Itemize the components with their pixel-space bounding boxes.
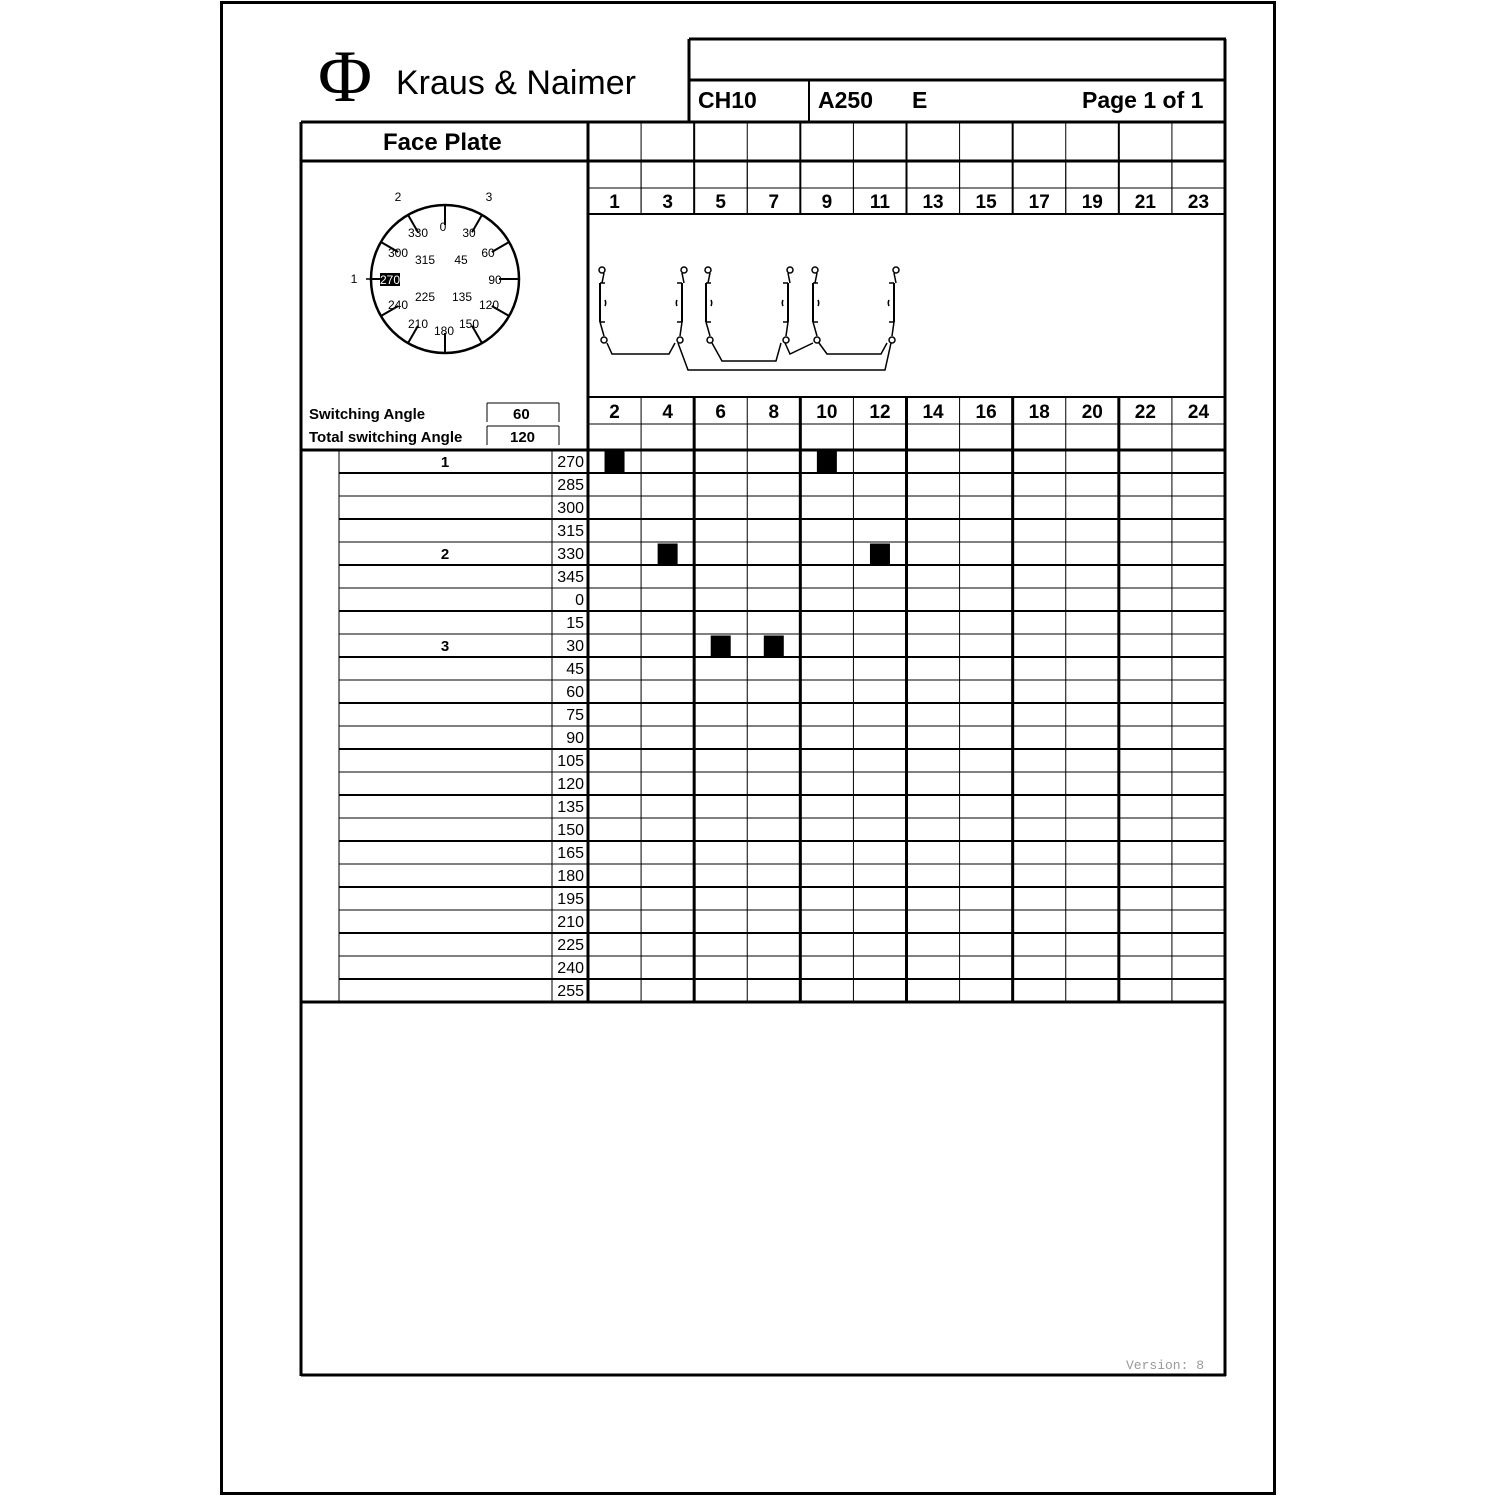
contact-lead [600, 322, 604, 336]
closed-contact-mark [605, 452, 625, 473]
bridge-link [785, 343, 813, 354]
position-label-2: 2 [394, 190, 402, 204]
position-label-1: 1 [350, 272, 358, 286]
contact-lead [708, 273, 710, 283]
dial-label-135: 135 [451, 290, 473, 304]
contact-arc [818, 300, 819, 306]
row-position-1: 1 [440, 454, 450, 471]
terminal-node [681, 267, 687, 273]
dial-label-60: 60 [481, 246, 495, 260]
row-angle-135: 135 [557, 799, 584, 816]
dial-label-45: 45 [454, 253, 468, 267]
contact-lead [786, 322, 788, 336]
row-angle-120: 120 [557, 776, 584, 793]
terminal-bottom-2: 2 [609, 402, 620, 423]
terminal-top-5: 5 [715, 192, 726, 213]
row-angle-105: 105 [557, 753, 584, 770]
dial-diagram [351, 190, 519, 353]
row-angle-330: 330 [557, 546, 584, 563]
closed-contact-mark [711, 636, 731, 657]
product-code: A250 [818, 87, 873, 113]
dial-label-30: 30 [462, 226, 476, 240]
contact-lead [815, 273, 817, 283]
contact-arc [888, 300, 889, 306]
logo-symbol: Φ [318, 36, 373, 118]
terminal-top-15: 15 [975, 192, 997, 213]
dial-label-120: 120 [478, 298, 500, 312]
terminal-node [599, 267, 605, 273]
terminal-node [814, 337, 820, 343]
contact-arc [676, 300, 677, 306]
total-angle-label: Total switching Angle [309, 429, 463, 446]
bridge-link [607, 343, 675, 354]
terminal-node [812, 267, 818, 273]
contact-lead [788, 273, 790, 283]
row-angle-15: 15 [566, 615, 584, 632]
closed-contact-mark [658, 544, 678, 565]
terminal-bottom-8: 8 [768, 402, 780, 423]
terminal-node [889, 337, 895, 343]
position-label-3: 3 [485, 190, 493, 204]
row-angle-165: 165 [557, 845, 584, 862]
row-angle-195: 195 [557, 891, 584, 908]
switching-angle-value: 60 [513, 406, 530, 423]
row-angle-30: 30 [566, 638, 584, 655]
terminal-top-23: 23 [1187, 192, 1210, 213]
contact-lead [682, 273, 684, 283]
total-angle-value: 120 [510, 429, 536, 446]
dial-label-315: 315 [414, 253, 436, 267]
contact-lead [680, 322, 682, 336]
row-angle-45: 45 [566, 661, 584, 678]
contact-schematic [599, 267, 899, 370]
contact-lead [894, 273, 896, 283]
row-position-3: 3 [440, 638, 450, 655]
dial-label-300: 300 [387, 246, 409, 260]
terminal-node [707, 337, 713, 343]
terminal-bottom-4: 4 [662, 402, 673, 423]
bridge-link [678, 343, 891, 370]
row-angle-270: 270 [557, 454, 584, 471]
dial-label-270: 270 [379, 273, 401, 287]
terminal-top-21: 21 [1134, 192, 1156, 213]
contact-lead [602, 273, 604, 283]
contact-lead [892, 322, 894, 336]
row-angle-240: 240 [557, 960, 584, 977]
variant-code: E [912, 87, 928, 113]
terminal-bottom-6: 6 [715, 402, 726, 423]
switching-angle-label: Switching Angle [309, 406, 426, 423]
closed-contact-mark [764, 636, 784, 657]
terminal-bottom-12: 12 [869, 402, 891, 423]
terminal-node [893, 267, 899, 273]
terminal-node [787, 267, 793, 273]
dial-label-240: 240 [387, 298, 409, 312]
row-angle-180: 180 [557, 868, 584, 885]
row-angle-345: 345 [557, 569, 584, 586]
dial-label-180: 180 [433, 324, 455, 338]
dial-label-150: 150 [458, 317, 480, 331]
dial-label-90: 90 [488, 273, 502, 287]
terminal-top-3: 3 [662, 192, 673, 213]
version-label: Version: 8 [1126, 1358, 1205, 1373]
terminal-bottom-22: 22 [1134, 402, 1156, 423]
terminal-top-1: 1 [609, 192, 620, 213]
dial-label-330: 330 [407, 226, 429, 240]
terminal-top-19: 19 [1081, 192, 1103, 213]
contact-lead [706, 322, 710, 336]
terminal-top-7: 7 [768, 192, 780, 213]
row-position-2: 2 [440, 546, 450, 563]
row-angle-60: 60 [566, 684, 584, 701]
row-angle-210: 210 [557, 914, 584, 931]
table-texts [441, 192, 1210, 1000]
dial-label-225: 225 [414, 290, 436, 304]
bridge-link [712, 343, 781, 361]
terminal-bottom-24: 24 [1187, 402, 1210, 423]
table-grid [301, 36, 1226, 1376]
contact-arc [711, 300, 712, 306]
company-name: Kraus & Naimer [396, 64, 636, 102]
terminal-node [677, 337, 683, 343]
terminal-bottom-20: 20 [1081, 402, 1103, 423]
contact-arc [605, 300, 606, 306]
bridge-link [819, 343, 887, 354]
row-angle-300: 300 [557, 500, 584, 517]
row-angle-150: 150 [557, 822, 584, 839]
terminal-bottom-14: 14 [922, 402, 944, 423]
row-angle-255: 255 [557, 983, 584, 1000]
terminal-node [601, 337, 607, 343]
row-angle-75: 75 [566, 707, 584, 724]
series-code: CH10 [698, 87, 757, 113]
contact-arc [782, 300, 783, 306]
contact-lead [813, 322, 817, 336]
row-angle-0: 0 [575, 592, 584, 609]
terminal-top-9: 9 [821, 192, 833, 213]
face-plate-title: Face Plate [383, 129, 502, 156]
terminal-node [705, 267, 711, 273]
terminal-bottom-10: 10 [816, 402, 838, 423]
dial-label-210: 210 [407, 317, 429, 331]
page-indicator: Page 1 of 1 [1082, 87, 1204, 113]
closed-contact-mark [870, 544, 890, 565]
dial-label-0: 0 [439, 220, 447, 234]
terminal-node [783, 337, 789, 343]
terminal-top-17: 17 [1028, 192, 1050, 213]
terminal-top-11: 11 [869, 192, 891, 213]
terminal-bottom-18: 18 [1028, 402, 1050, 423]
terminal-bottom-16: 16 [975, 402, 997, 423]
row-angle-225: 225 [557, 937, 584, 954]
closed-contact-mark [817, 452, 837, 473]
row-angle-285: 285 [557, 477, 584, 494]
row-angle-315: 315 [557, 523, 584, 540]
terminal-top-13: 13 [922, 192, 944, 213]
row-angle-90: 90 [566, 730, 584, 747]
